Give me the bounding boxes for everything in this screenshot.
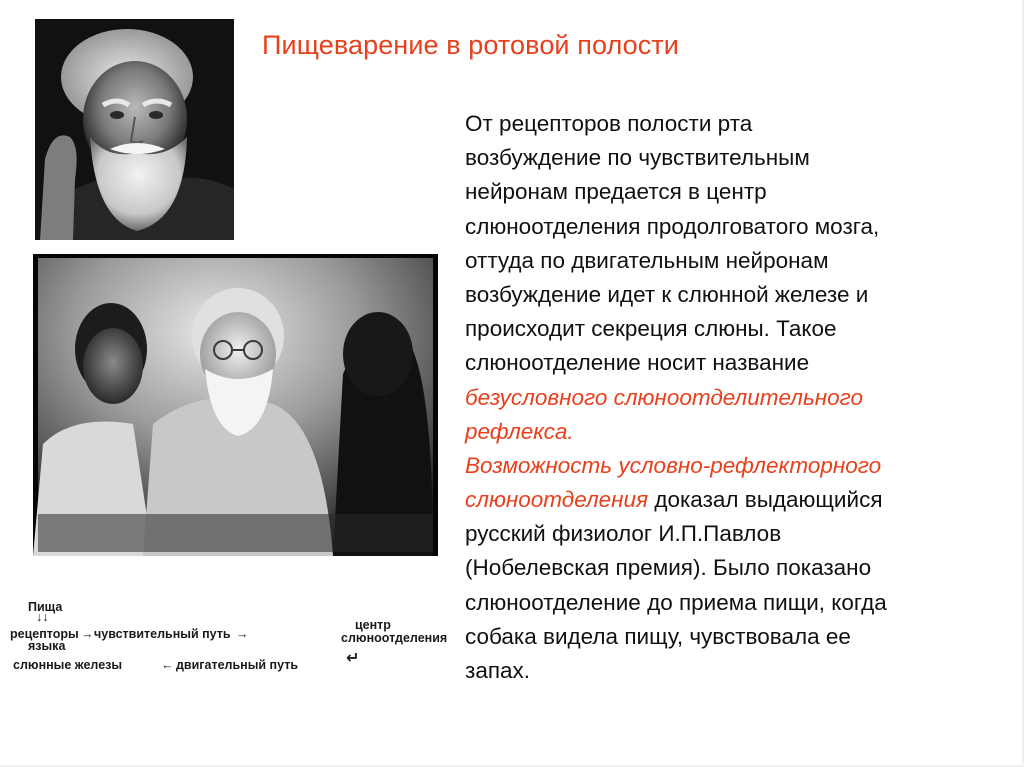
paragraph-line: русский физиолог И.П.Павлов: [465, 521, 782, 547]
paragraph-line: (Нобелевская премия). Было показано: [465, 555, 872, 581]
group-photo: [33, 254, 438, 556]
paragraph-line: оттуда по двигательным нейронам: [465, 247, 829, 273]
diagram-tongue: языка: [28, 639, 66, 653]
diagram-center: центр: [355, 618, 391, 632]
reflex-arc-diagram: [10, 598, 460, 690]
paragraph-line: нейронам предается в центр: [465, 179, 767, 205]
paragraph-line: собака видела пищу, чувствовала ее: [465, 623, 851, 649]
paragraph-line: слюноотделения продолговатого мозга,: [465, 213, 880, 239]
group-image: [33, 254, 438, 556]
paragraph-line: происходит секреция слюны. Такое: [465, 316, 837, 342]
diagram-sensory-path: чувствительный путь: [94, 627, 231, 641]
diagram-receptors: рецепторы: [10, 627, 79, 641]
highlight-conditioned-reflex: Возможность условно-рефлекторного: [465, 452, 882, 478]
paragraph-line: слюноотделение носит название: [465, 350, 810, 376]
portrait-photo: [35, 19, 234, 240]
diagram-center-salivation: слюноотделения: [341, 631, 448, 645]
diagram-motor-path: двигательный путь: [176, 658, 299, 672]
diagram-salivary-glands: слюнные железы: [13, 658, 123, 672]
arrow-right-icon: →: [236, 627, 249, 641]
paragraph-line: слюноотделение до приема пищи, когда: [465, 589, 887, 615]
paragraph-line-mixed: [465, 483, 1005, 517]
paragraph-line: От рецепторов полости рта: [465, 111, 753, 136]
down-arrows-icon: ↓↓: [36, 610, 49, 624]
highlight-unconditioned-reflex: безусловного слюноотделительного: [465, 384, 864, 410]
paragraph-line: возбуждение по чувствительным: [465, 145, 810, 171]
highlight-salivation: слюноотделения: [465, 487, 649, 513]
paragraph-fragment: доказал выдающийся: [648, 487, 883, 513]
return-arrow-icon: ↵: [346, 650, 360, 667]
arrow-right-icon: →: [81, 627, 94, 641]
highlight-reflex-word: рефлекса.: [465, 418, 574, 444]
body-paragraph: [465, 107, 1005, 688]
portrait-image: [35, 19, 234, 240]
diagram-food: Пища: [28, 600, 63, 614]
paragraph-line: возбуждение идет к слюнной железе и: [465, 281, 869, 307]
slide-title: Пищеварение в ротовой полости: [262, 30, 679, 60]
paragraph-line: запах.: [465, 658, 531, 683]
arrow-left-icon: ←: [161, 658, 174, 672]
